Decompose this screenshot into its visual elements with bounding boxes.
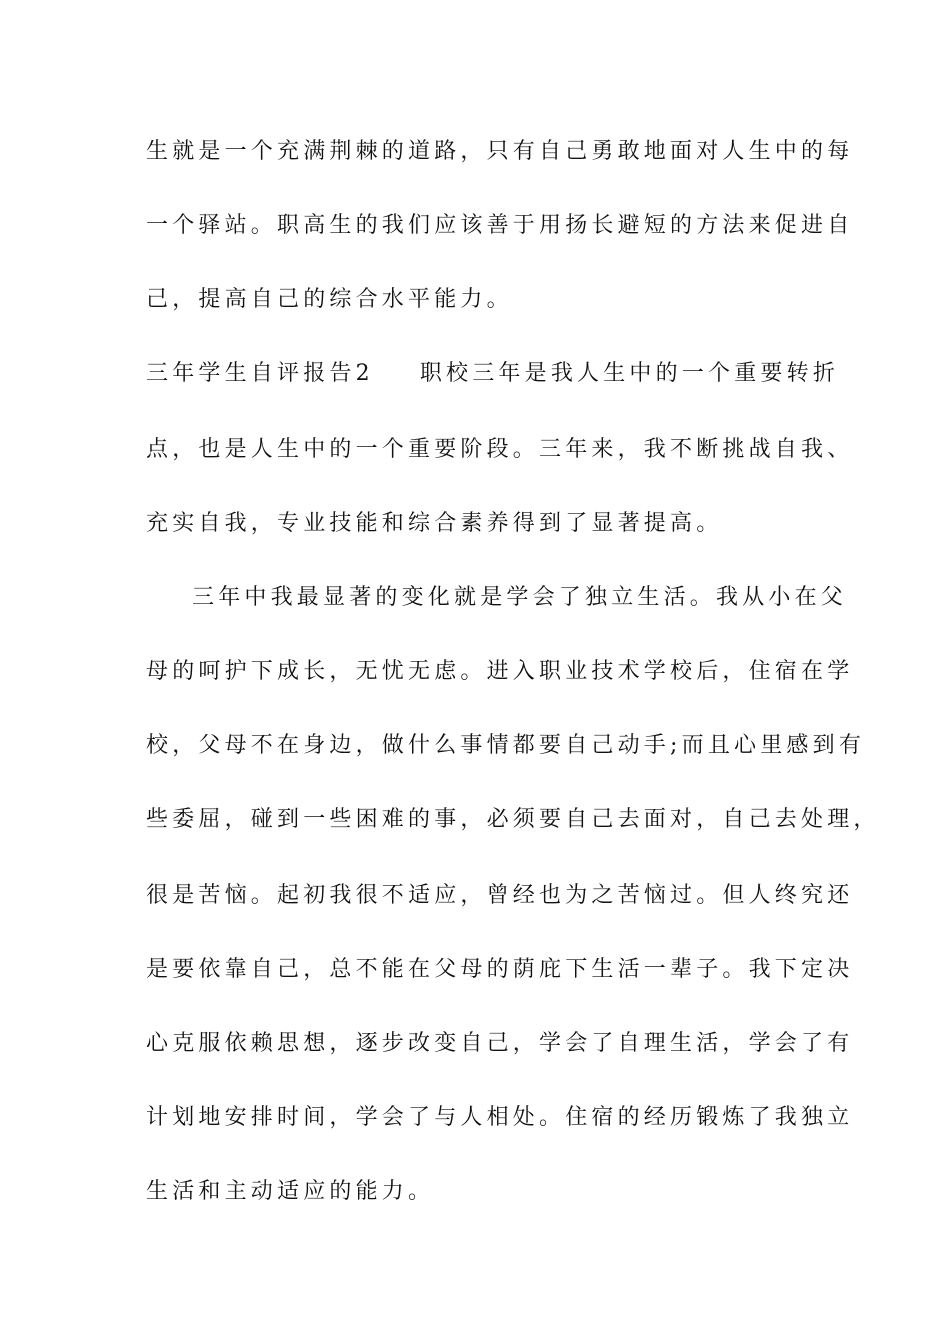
text-line: 职校三年是我人生中的一个重要转折 — [419, 361, 840, 386]
text-line: 点，也是人生中的一个重要阶段。三年来，我不断挑战自我、 — [146, 437, 854, 462]
text-line: 些委屈，碰到一些困难的事，必须要自己去面对，自己去处理， — [146, 807, 880, 832]
paragraph-first-line: 三年中我最显著的变化就是学会了独立生活。我从小在父 — [192, 585, 848, 610]
text-line: 心克服依赖思想，逐步改变自己，学会了自理生活，学会了有 — [146, 1031, 854, 1056]
text-line: 是要依靠自己，总不能在父母的荫庇下生活一辈子。我下定决 — [146, 957, 854, 982]
text-line: 生就是一个充满荆棘的道路，只有自己勇敢地面对人生中的每 — [146, 139, 854, 164]
heading-line — [146, 354, 840, 394]
text-line: 一个驿站。职高生的我们应该善于用扬长避短的方法来促进自 — [146, 213, 854, 238]
text-line: 母的呵护下成长，无忧无虑。进入职业技术学校后，住宿在学 — [146, 659, 854, 684]
text-line: 生活和主动适应的能力。 — [146, 1179, 435, 1204]
text-line: 计划地安排时间，学会了与人相处。住宿的经历锻炼了我独立 — [146, 1105, 854, 1130]
section-title: 三年学生自评报告2 — [146, 361, 374, 386]
text-line: 校，父母不在身边，做什么事情都要自己动手;而且心里感到有 — [146, 733, 866, 758]
text-line: 己，提高自己的综合水平能力。 — [146, 287, 513, 312]
text-line: 充实自我，专业技能和综合素养得到了显著提高。 — [146, 511, 723, 536]
text-line: 很是苦恼。起初我很不适应，曾经也为之苦恼过。但人终究还 — [146, 883, 854, 908]
